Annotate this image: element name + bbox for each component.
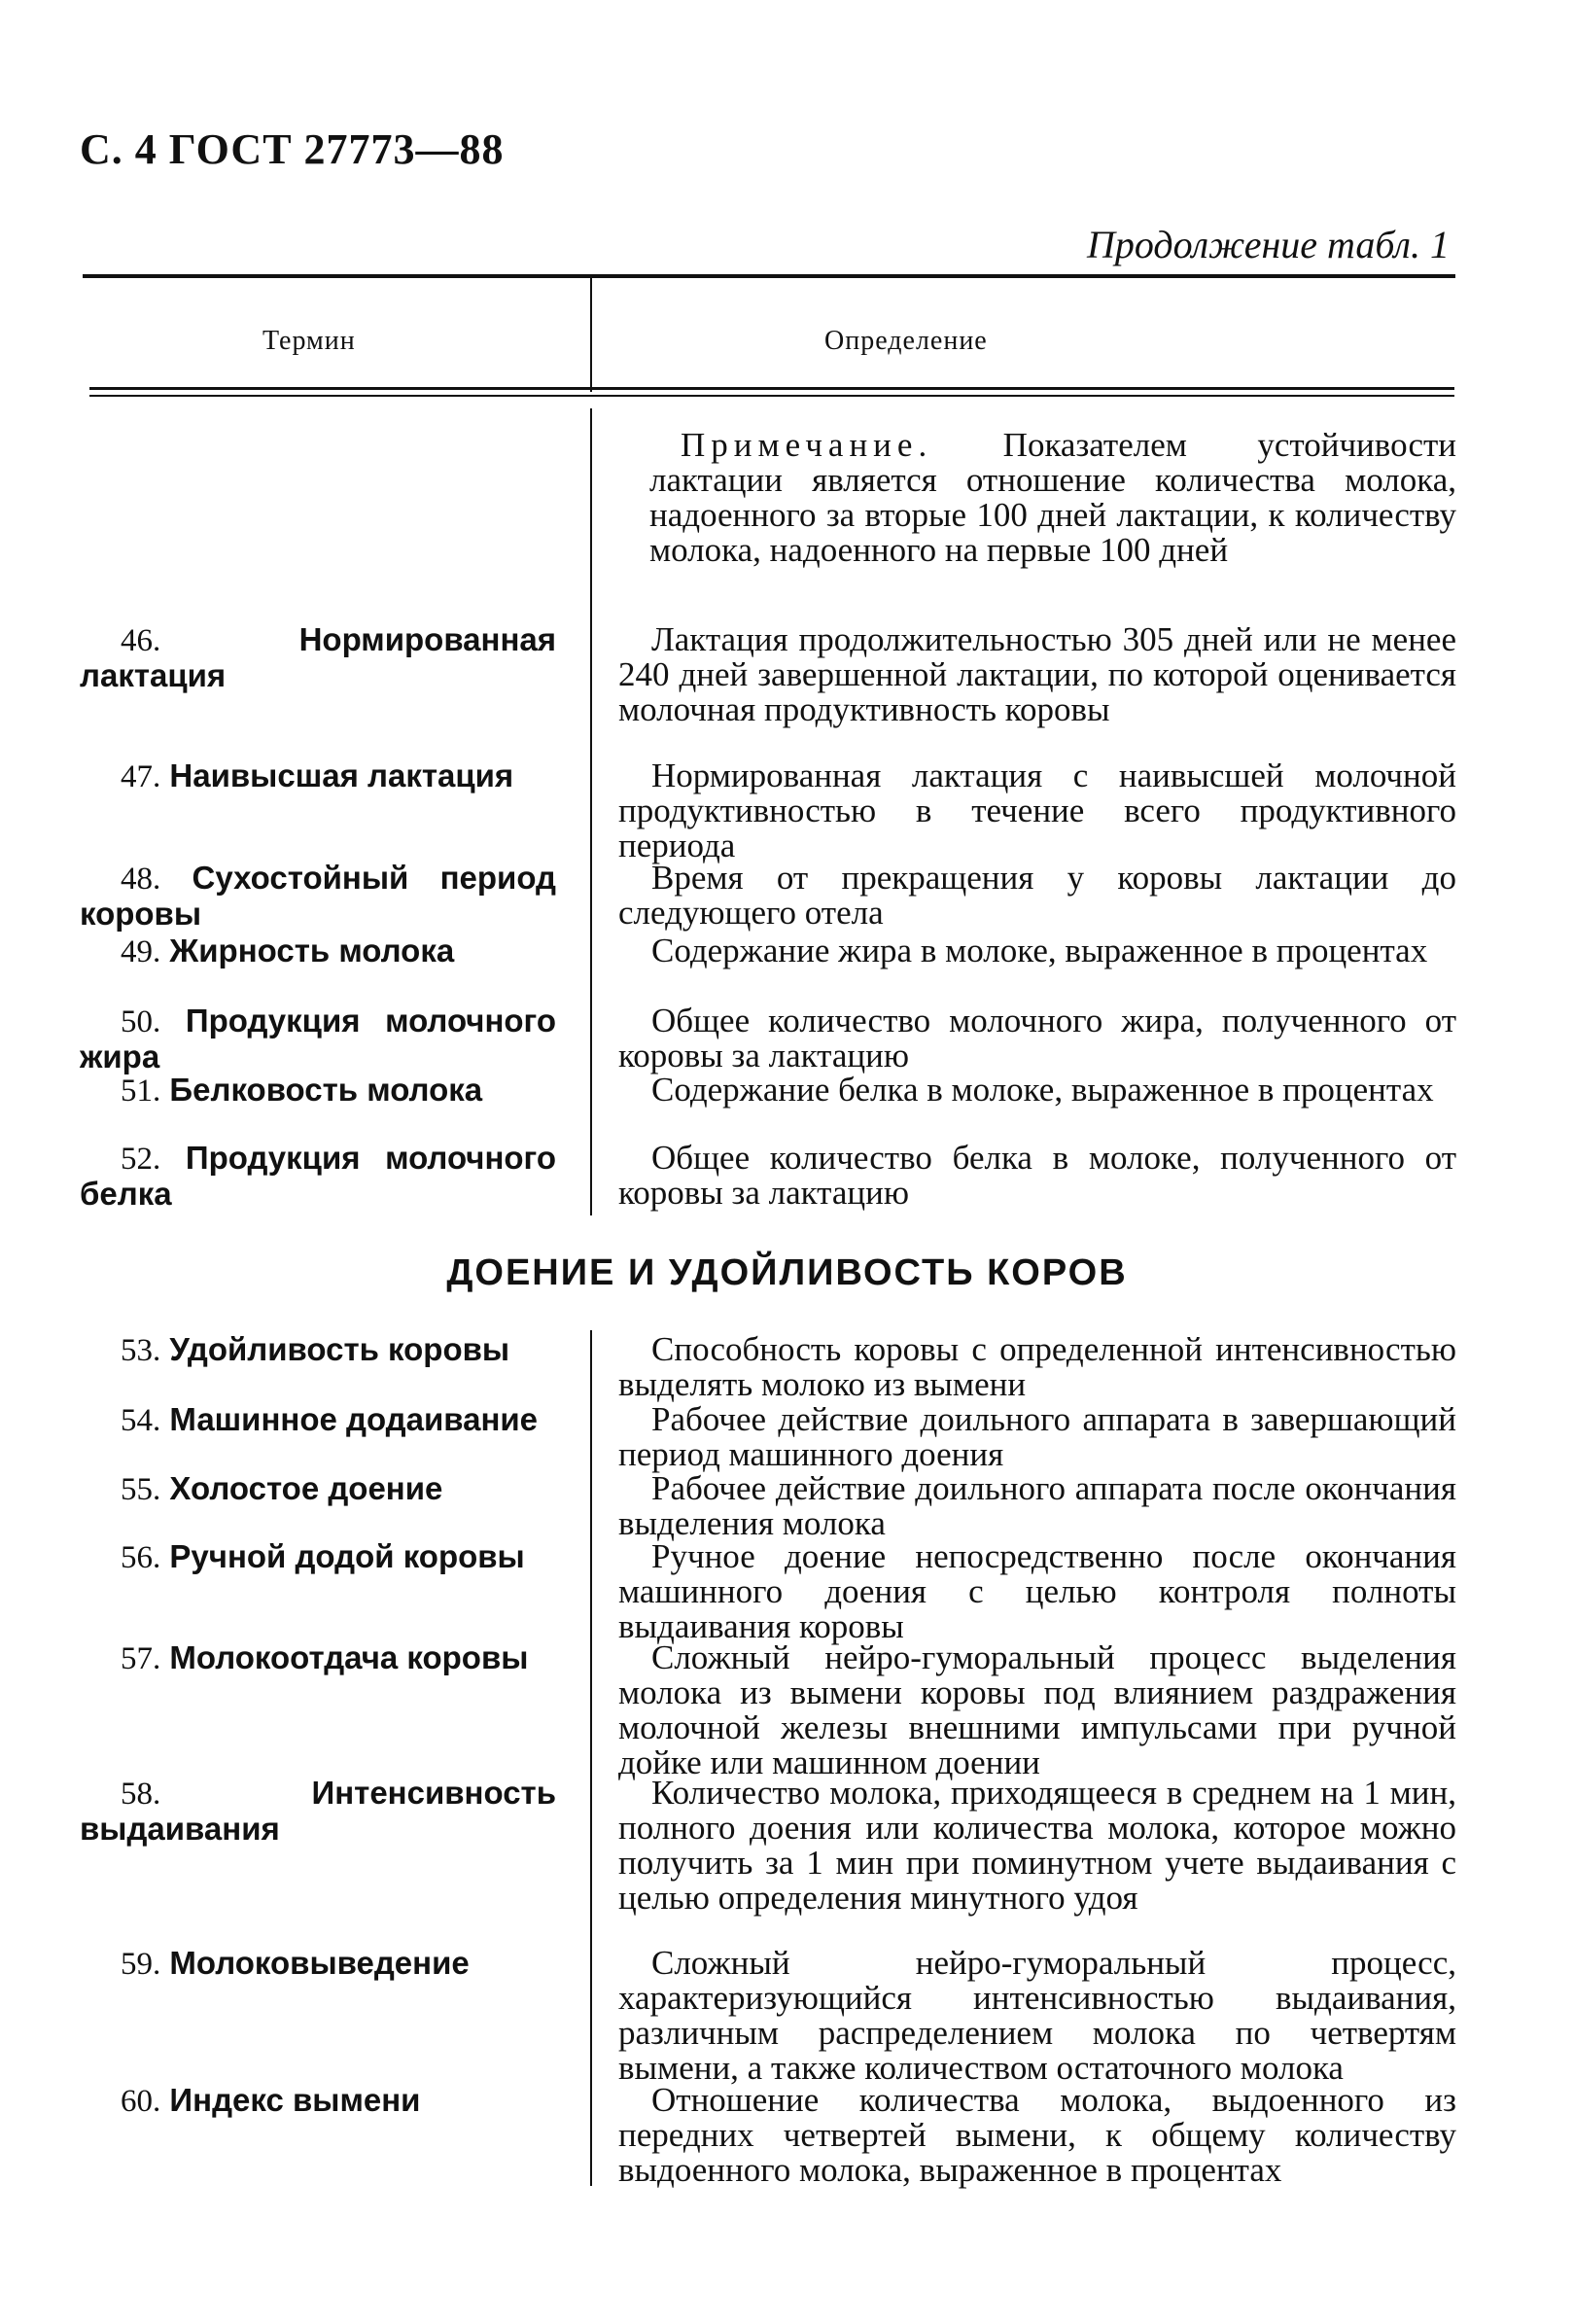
term-number: 58. [121,1777,161,1812]
column-divider [590,408,592,1215]
term-name: Продукция молочного белка [80,1140,556,1212]
term-name: Продукция молочного жира [80,1003,556,1074]
term-name: Ручной додой коровы [169,1538,525,1574]
term-cell [80,1776,556,1847]
term-name: Молокоотдача коровы [169,1639,529,1675]
note-text: Показателем устойчивости лактации является отношение количества молока, надоенного за вторые 100 дней лактации, к количеству молока, надоенного на первые 100 дней [649,426,1457,569]
definition-cell: Общее количество молочного жира, полученного от коровы за лактацию [618,1002,1456,1074]
term-cell [80,1073,556,1109]
definition-cell: Количество молока, приходящееся в среднем на 1 мин, полного доения или количества молока, которое можно получить за 1 мин при поминутном учете выдаивания с целью определения минутного удоя [618,1774,1456,1917]
term-cell [80,1471,556,1507]
term-name: Машинное додаивание [169,1401,539,1437]
term-cell [80,1332,556,1368]
term-cell [80,1402,556,1438]
column-divider [590,275,592,392]
term-cell [80,1141,556,1212]
definition-cell: Лактация продолжительностью 305 дней или не менее 240 дней завершенной лактации, по которой оценивается молочная продуктивность коровы [618,620,1456,728]
term-cell [80,758,556,794]
definition-cell: Отношение количества молока, выдоенного из передних четвертей вымени, к общему количеству выдоенного молока, выраженное в процентах [618,2081,1456,2189]
page-header: С. 4 ГОСТ 27773—88 [80,125,505,173]
term-name: Белковость молока [169,1072,483,1108]
term-name: Индекс вымени [169,2082,421,2118]
term-name: Сухостойный период коровы [80,860,556,932]
term-cell [80,1004,556,1074]
term-cell [80,1946,556,1982]
term-name: Интенсивность выдаивания [80,1775,556,1847]
column-divider [590,1330,592,2186]
definition-cell: Время от прекращения у коровы лактации до следующего отела [618,859,1456,932]
term-number: 54. [121,1403,161,1438]
table-note [649,428,1456,568]
section-title: ДОЕНИЕ И УДОЙЛИВОСТЬ КОРОВ [446,1252,1128,1293]
term-number: 46. [121,623,161,658]
term-name: Наивысшая лактация [169,757,514,793]
term-cell [80,1539,556,1575]
definition-cell: Содержание белка в молоке, выраженное в процентах [651,1071,1434,1109]
definition-cell: Сложный нейро-гуморальный процесс, характеризующийся интенсивностью выдаивания, различным распределением молока по четвертям вымени, а также количеством остаточного молока [618,1944,1456,2087]
term-number: 50. [121,1004,161,1039]
term-number: 53. [121,1333,161,1368]
term-name: Удойливость коровы [169,1331,510,1367]
term-name: Нормированная лактация [80,621,556,693]
term-number: 56. [121,1540,161,1575]
term-number: 47. [121,759,161,794]
term-name: Молоковыведение [169,1945,470,1981]
definition-cell: Рабочее действие доильного аппарата в завершающий период машинного доения [618,1400,1456,1473]
term-cell [80,1640,556,1676]
term-name: Холостое доение [169,1470,443,1506]
term-cell [80,933,556,969]
term-number: 59. [121,1947,161,1982]
term-number: 49. [121,934,161,969]
term-number: 52. [121,1142,161,1177]
term-number: 57. [121,1641,161,1676]
term-cell [80,861,556,932]
definition-cell: Способность коровы с определенной интенсивностью выделять молоко из вымени [618,1330,1456,1403]
term-number: 51. [121,1074,161,1109]
note-label: Примечание. [681,426,933,464]
column-header-definition: Определение [824,326,988,356]
definition-cell: Общее количество белка в молоке, полученного от коровы за лактацию [618,1139,1456,1212]
definition-cell: Ручное доение непосредственно после окончания машинного доения с целью контроля полноты выдаивания коровы [618,1537,1456,1645]
table-continuation-label: Продолжение табл. 1 [1086,223,1450,266]
column-header-term: Термин [262,326,356,356]
definition-cell: Содержание жира в молоке, выраженное в процентах [651,932,1428,969]
term-name: Жирность молока [169,933,455,968]
term-number: 48. [121,862,161,897]
term-number: 60. [121,2084,161,2119]
header-rule [89,387,1454,390]
term-number: 55. [121,1472,161,1507]
header-rule-double [89,395,1454,397]
definition-cell: Нормированная лактация с наивысшей молочной продуктивностью в течение всего продуктивного периода [618,757,1456,864]
definition-cell: Рабочее действие доильного аппарата после окончания выделения молока [618,1469,1456,1542]
definition-cell: Сложный нейро-гуморальный процесс выделения молока из вымени коровы под влиянием раздражения молочной железы внешними импульсами при ручной дойке или машинном доении [618,1638,1456,1781]
term-cell [80,2083,556,2119]
table-top-rule [83,274,1455,278]
term-cell [80,622,556,693]
